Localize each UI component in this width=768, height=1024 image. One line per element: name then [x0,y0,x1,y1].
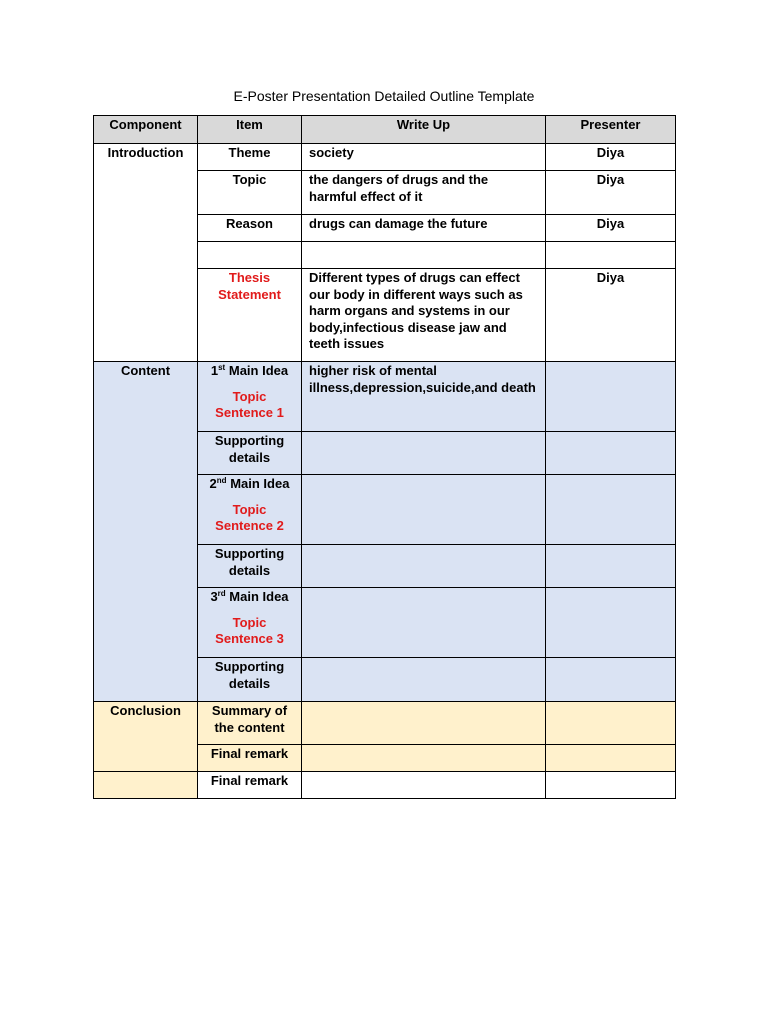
component-introduction: Introduction [94,144,198,362]
main-idea-label: Main Idea [228,363,289,378]
ordinal-suffix: rd [217,589,226,598]
header-component: Component [94,116,198,144]
write-up-cell: Different types of drugs can effect our body in different ways such as harm organs and systems in our body,infectious disease jaw and teeth issues [302,269,546,362]
supporting-details-label: Supporting details [198,545,302,588]
presenter-cell: Diya [546,144,676,171]
header-row [94,116,676,144]
main-idea-label: Main Idea [230,476,290,491]
item-cell [198,242,302,269]
table-row [94,144,676,171]
topic-sentence-label: Topic Sentence 3 [215,614,284,646]
presenter-cell: Diya [546,171,676,215]
write-up-cell [302,588,546,658]
main-idea-number: 2 [209,476,217,491]
supporting-details-label: Supporting details [198,658,302,702]
header-write-up: Write Up [302,116,546,144]
topic-sentence-label: Topic Sentence 1 [215,388,284,420]
ordinal-suffix: nd [216,476,227,485]
presenter-cell [546,772,676,799]
presenter-cell: Diya [546,215,676,242]
ordinal-suffix: st [218,363,226,372]
item-cell: Theme [198,144,302,171]
item-cell: Final remark [198,745,302,772]
item-cell: Reason [198,215,302,242]
write-up-cell [302,745,546,772]
presenter-cell [546,658,676,702]
table-row [94,702,676,745]
component-empty [94,772,198,799]
document-title: E-Poster Presentation Detailed Outline Template [233,88,535,104]
write-up-cell [302,658,546,702]
write-up-cell: the dangers of drugs and the harmful effect of it [302,171,546,215]
write-up-cell [302,545,546,588]
write-up-cell [302,432,546,475]
presenter-cell [546,702,676,745]
write-up-cell [302,475,546,545]
main-idea-number: 1 [210,363,219,378]
write-up-cell: higher risk of mental illness,depression,suicide,and death [302,362,546,432]
write-up-cell: drugs can damage the future [302,215,546,242]
topic-sentence-label: Topic Sentence 2 [215,501,284,533]
supporting-details-label: Supporting details [198,432,302,475]
item-cell: Topic [198,171,302,215]
presenter-cell [546,745,676,772]
table-row [94,772,676,799]
write-up-cell [302,242,546,269]
item-cell: Final remark [198,772,302,799]
main-idea-cell [198,475,302,545]
presenter-cell [546,475,676,545]
main-idea-number: 3 [210,589,218,604]
main-idea-cell [198,362,302,432]
header-presenter: Presenter [546,116,676,144]
outline-table [93,115,676,799]
item-thesis-statement: Thesis Statement [198,269,302,362]
presenter-cell [546,362,676,432]
main-idea-cell [198,588,302,658]
component-content: Content [94,362,198,702]
presenter-cell [546,588,676,658]
item-cell: Summary of the content [198,702,302,745]
presenter-cell [546,242,676,269]
table-row [94,362,676,432]
write-up-cell: society [302,144,546,171]
presenter-cell [546,432,676,475]
presenter-cell: Diya [546,269,676,362]
component-conclusion: Conclusion [94,702,198,772]
header-item: Item [198,116,302,144]
write-up-cell [302,702,546,745]
main-idea-label: Main Idea [229,589,289,604]
presenter-cell [546,545,676,588]
write-up-cell [302,772,546,799]
